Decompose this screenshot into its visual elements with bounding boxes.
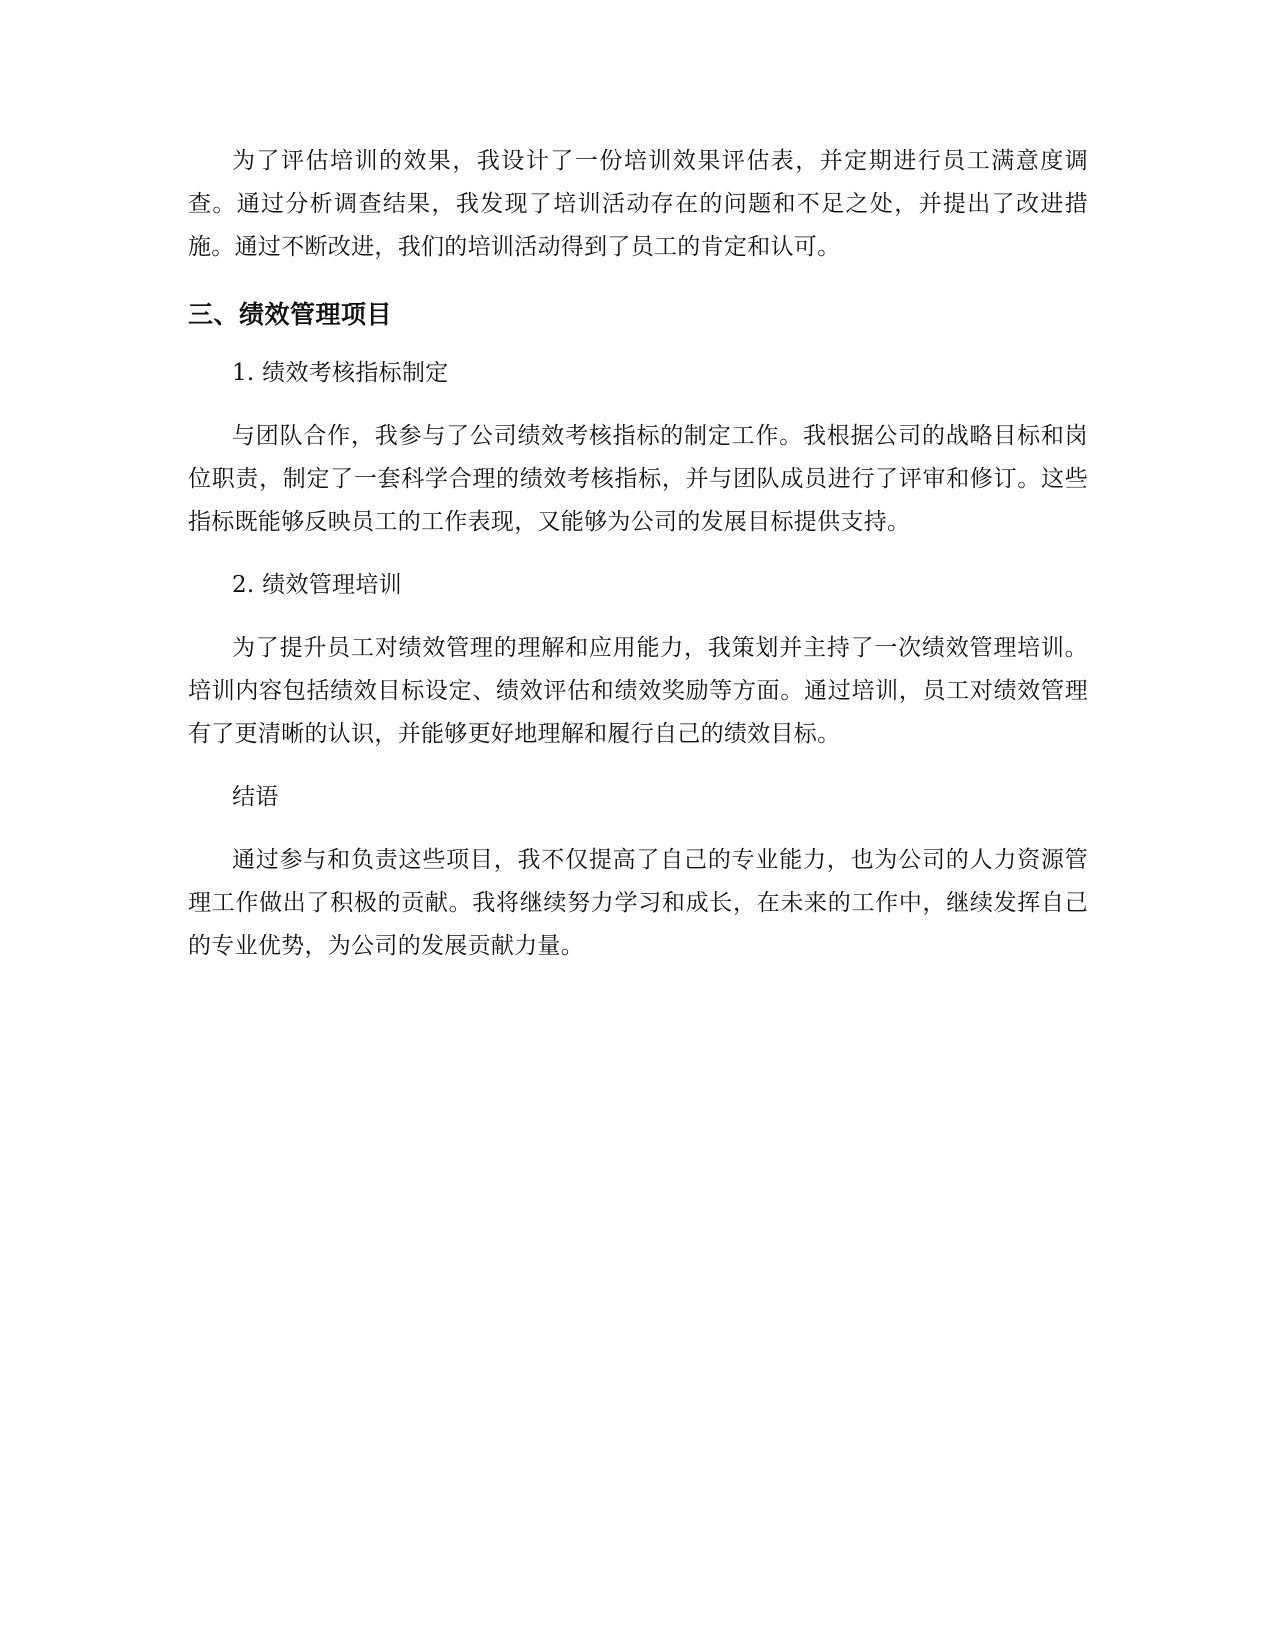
conclusion-paragraph: 通过参与和负责这些项目，我不仅提高了自己的专业能力，也为公司的人力资源管理工作做出了积极的贡献。我将继续努力学习和成长，在未来的工作中，继续发挥自己的专业优势，为公司的发展贡献力量。	[188, 847, 1088, 959]
section-heading-performance: 三、绩效管理项目	[188, 300, 393, 329]
document-body	[188, 140, 1088, 988]
subsection-title-training: 2. 绩效管理培训	[232, 572, 402, 598]
indicators-paragraph: 与团队合作，我参与了公司绩效考核指标的制定工作。我根据公司的战略目标和岗位职责，制定了一套科学合理的绩效考核指标，并与团队成员进行了评审和修订。这些指标既能够反映员工的工作表现，又能够为公司的发展目标提供支持。	[188, 423, 1088, 535]
subsection-title-indicators: 1. 绩效考核指标制定	[232, 360, 449, 386]
conclusion-title: 结语	[232, 784, 279, 810]
training-evaluation-paragraph: 为了评估培训的效果，我设计了一份培训效果评估表，并定期进行员工满意度调查。通过分析调查结果，我发现了培训活动存在的问题和不足之处，并提出了改进措施。通过不断改进，我们的培训活动得到了员工的肯定和认可。	[188, 148, 1088, 260]
performance-training-paragraph: 为了提升员工对绩效管理的理解和应用能力，我策划并主持了一次绩效管理培训。培训内容包括绩效目标设定、绩效评估和绩效奖励等方面。通过培训，员工对绩效管理有了更清晰的认识，并能够更好地理解和履行自己的绩效目标。	[188, 635, 1088, 747]
